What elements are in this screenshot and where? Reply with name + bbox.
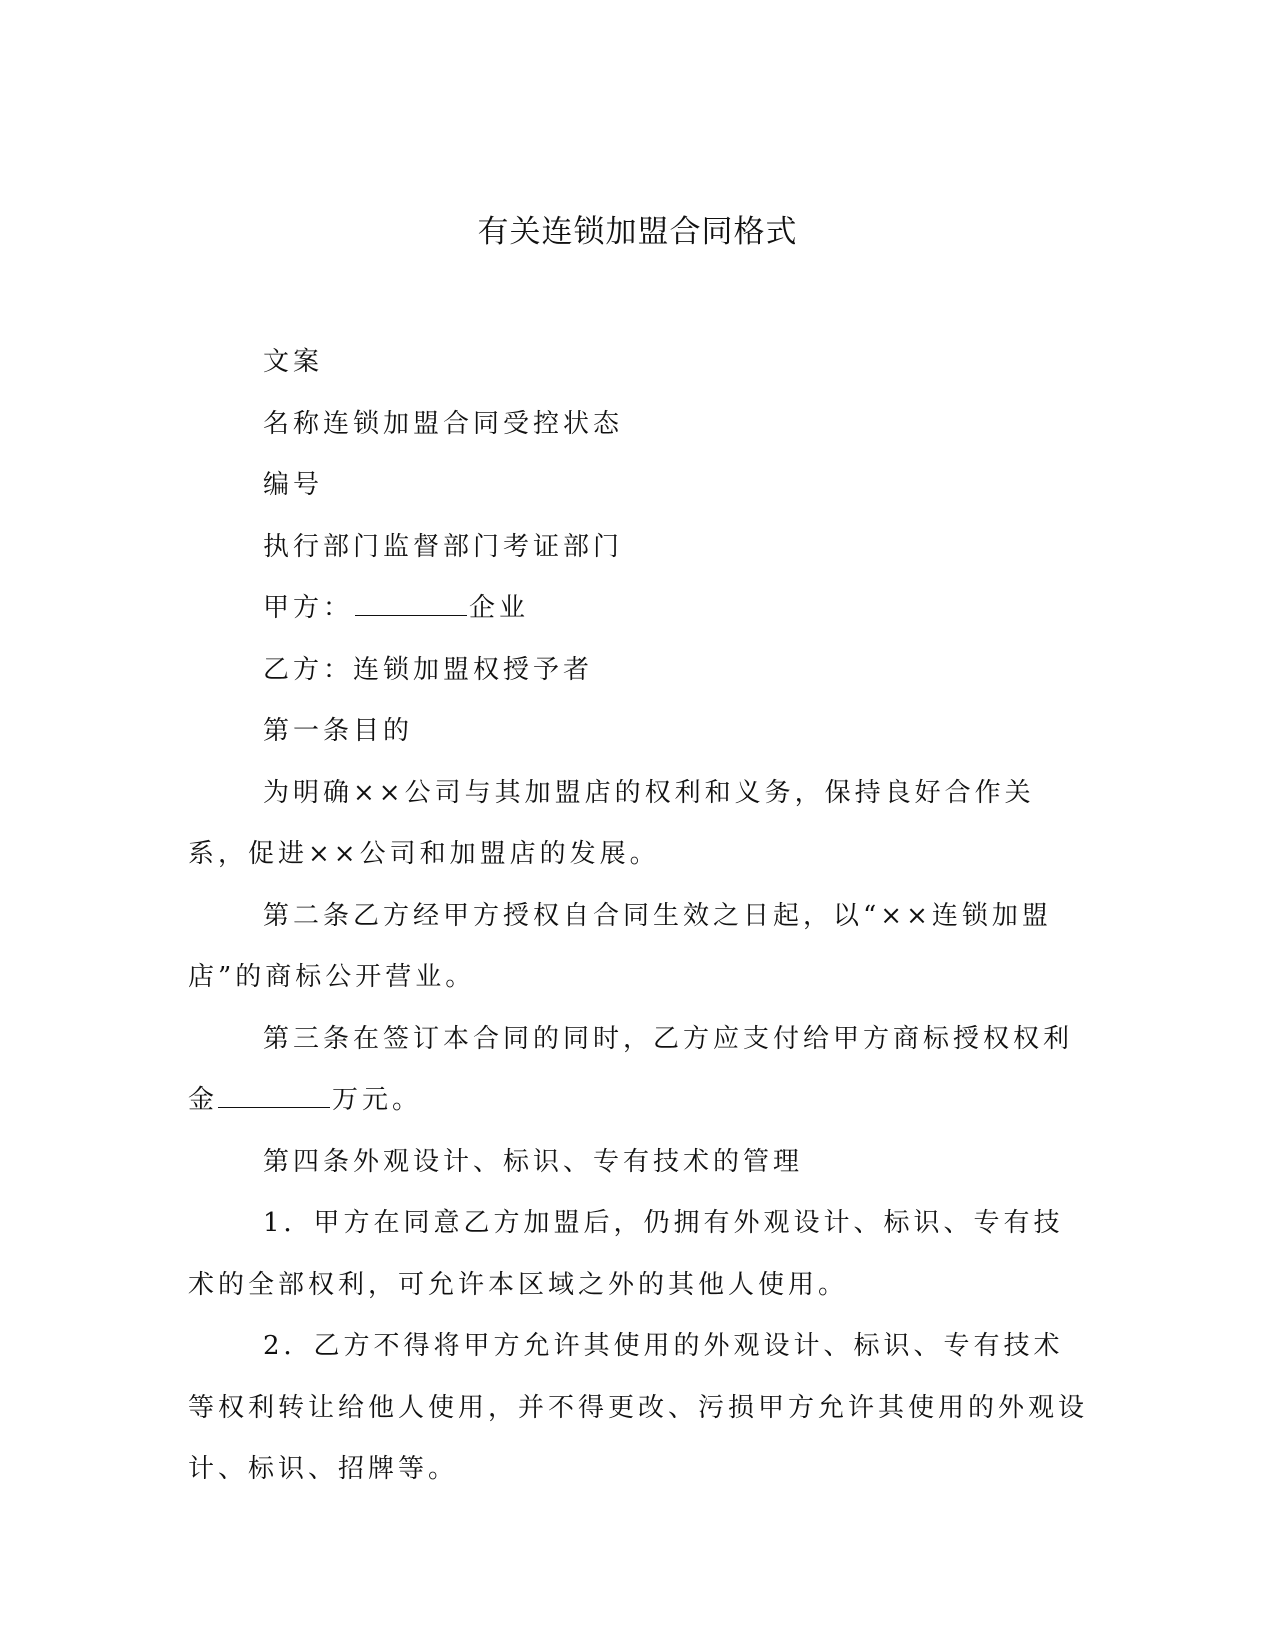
document-title: 有关连锁加盟合同格式: [477, 214, 798, 250]
article2-text: 第二条乙方经甲方授权自合同生效之日起，以“××连锁加盟店”的商标公开营业。: [188, 900, 1052, 992]
party-b-line: 乙方：连锁加盟权授予者: [263, 654, 594, 685]
article3-paragraph: [188, 1009, 1088, 1132]
article3-suffix: 万元。: [332, 1085, 423, 1115]
doc-type-line: 文案: [263, 347, 324, 377]
party-a-suffix: 企业: [469, 593, 530, 623]
party-a-line: [188, 578, 1088, 640]
article3-text: 第三条在签订本合同的同时，乙方应支付给甲方商标授权权利金: [188, 1023, 1074, 1115]
article4-heading: 第四条外观设计、标识、专有技术的管理: [263, 1146, 804, 1177]
article1-text: 为明确××公司与其加盟店的权利和义务，保持良好合作关系，促进××公司和加盟店的发展。: [188, 777, 1035, 869]
article1-heading: 第一条目的: [263, 716, 414, 746]
article4-item1: 1．甲方在同意乙方加盟后，仍拥有外观设计、标识、专有技术的全部权利，可允许本区域之外的其他人使用。: [188, 1208, 1064, 1300]
party-a-label: 甲方：: [263, 593, 354, 623]
number-line: 编号: [263, 470, 324, 500]
document-body: [188, 332, 1088, 1501]
departments-line: 执行部门监督部门考证部门: [263, 531, 624, 562]
name-line: 名称连锁加盟合同受控状态: [263, 408, 624, 439]
article3-blank: [218, 1085, 330, 1108]
article4-item2: 2．乙方不得将甲方允许其使用的外观设计、标识、专有技术等权利转让给他人使用，并不得更改、污损甲方允许其使用的外观设计、标识、招牌等。: [188, 1331, 1089, 1484]
party-a-blank: [355, 593, 467, 616]
